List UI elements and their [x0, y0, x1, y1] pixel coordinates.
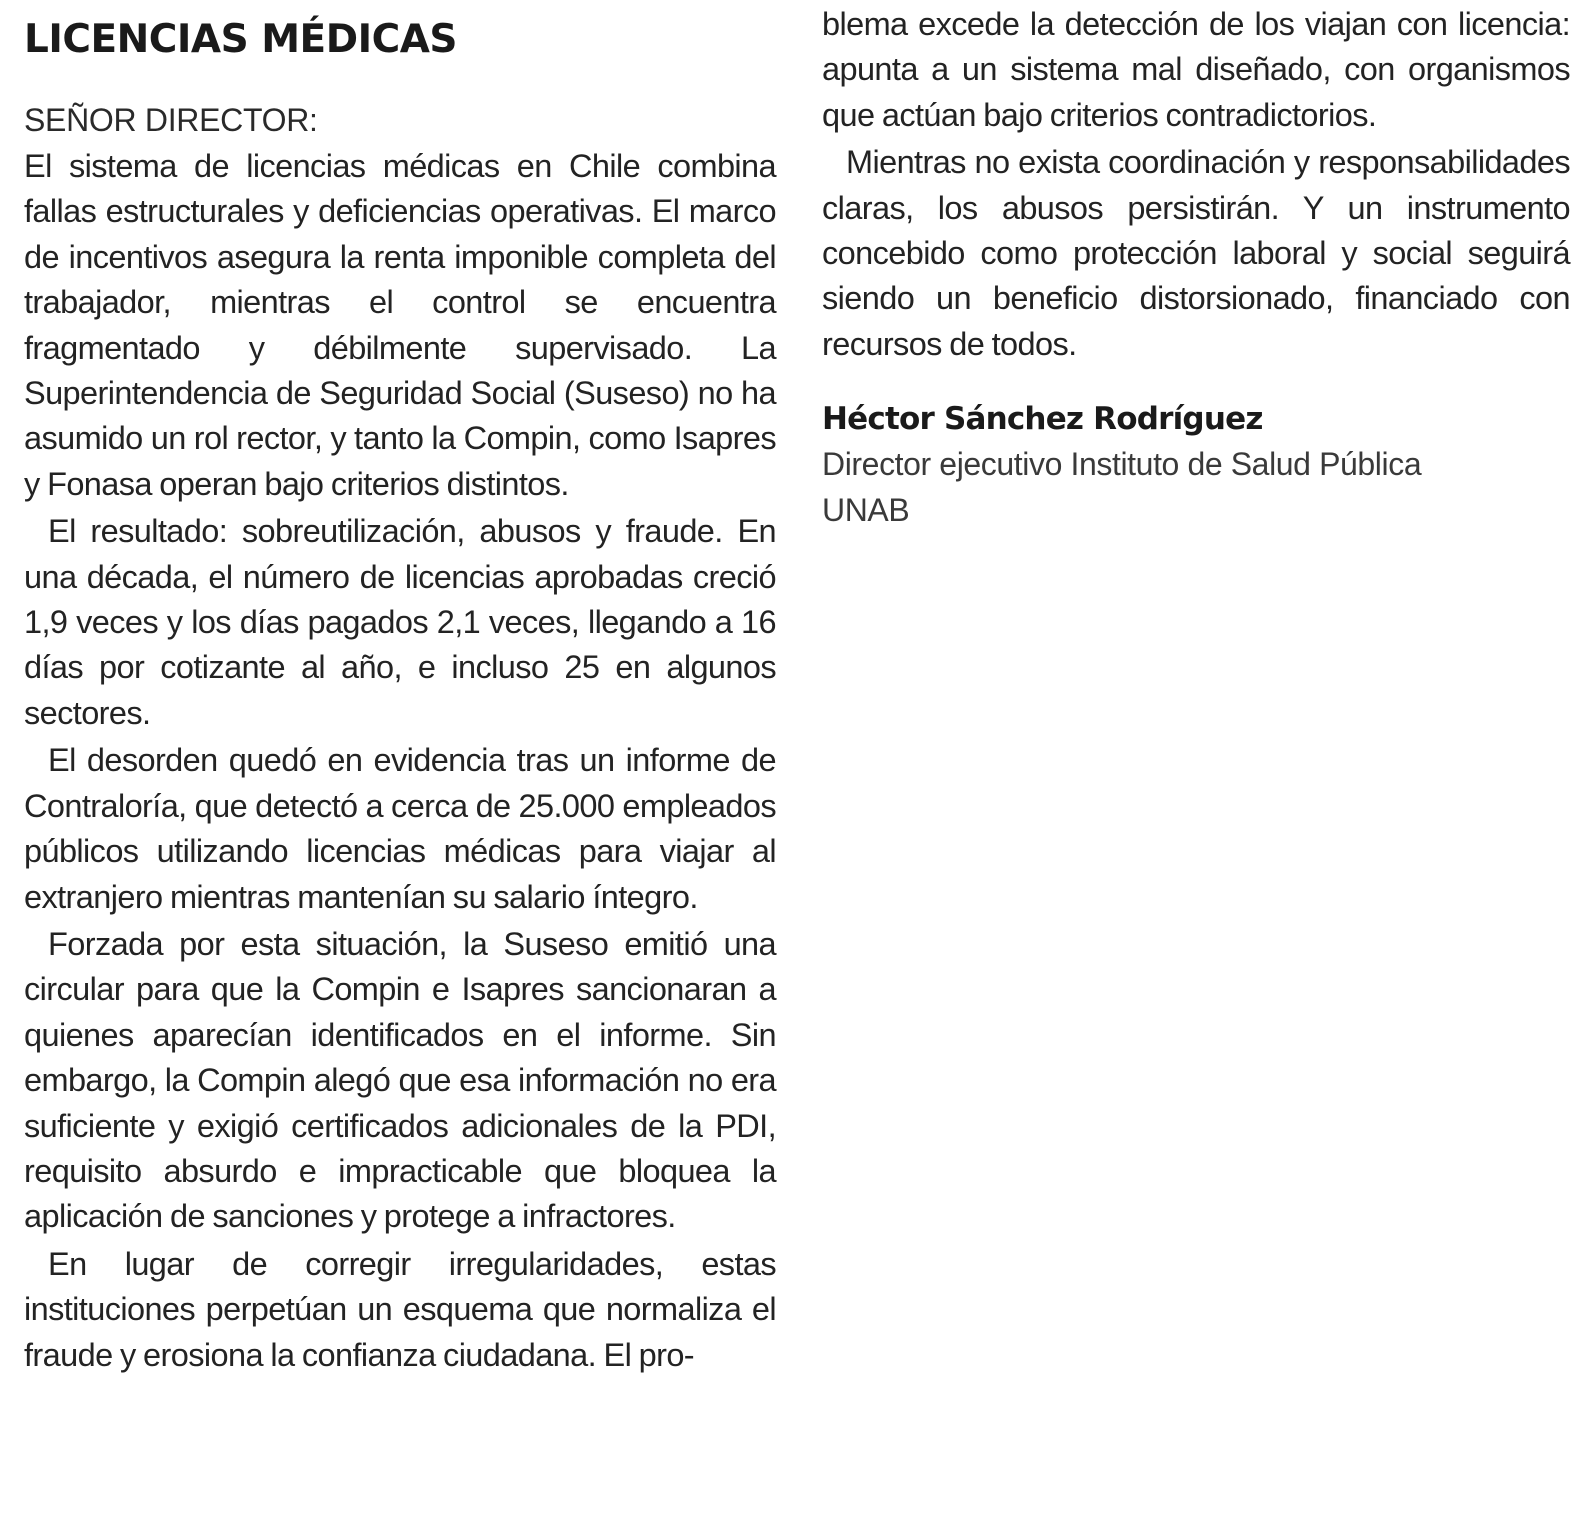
paragraph-6: Mientras no exista coordinación y responsabilidades claras, los abusos persistirán. Y un instrumento concebido como protección laboral y social seguirá siendo un beneficio distorsionado, financiado con recursos de todos.: [822, 144, 1570, 362]
headline: LICENCIAS MÉDICAS: [24, 17, 457, 62]
author-institution: UNAB: [822, 492, 910, 529]
left-column: [24, 0, 776, 1380]
right-column: [822, 0, 1570, 533]
paragraph-5-end: blema excede la detección de los viajan con licencia: apunta a un sistema mal diseñado, con organismos que actúan bajo criterios contradictorios.: [822, 6, 1570, 133]
salutation: SEÑOR DIRECTOR:: [24, 102, 318, 138]
paragraph-2: El resultado: sobreutilización, abusos y fraude. En una década, el número de licencias aprobadas creció 1,9 veces y los días pagados 2,1 veces, llegando a 16 días por cotizante al año, e incluso 25 en algunos sectores.: [24, 513, 776, 731]
paragraph-4: Forzada por esta situación, la Suseso emitió una circular para que la Compin e Isapres sancionaran a quienes aparecían identificados en el informe. Sin embargo, la Compin alegó que esa información no era suficiente y exigió certificados adicionales de la PDI, requisito absurdo e impracticable que bloquea la aplicación de sanciones y protege a infractores.: [24, 925, 776, 1235]
paragraph-3: El desorden quedó en evidencia tras un informe de Contraloría, que detectó a cerca de 25.000 empleados públicos utilizando licencias médicas para viajar al extranjero mientras mantenían su salario íntegro.: [24, 742, 776, 915]
paragraph-5-start: En lugar de corregir irregularidades, estas instituciones perpetúan un esquema que normaliza el fraude y erosiona la confianza ciudadana. El pro-: [24, 1245, 776, 1373]
paragraph-1: El sistema de licencias médicas en Chile combina fallas estructurales y deficiencias operativas. El marco de incentivos asegura la renta imponible completa del trabajador, mientras el control se encuentra fragmentado y débilmente supervisado. La Superintendencia de Seguridad Social (Suseso) no ha asumido un rol rector, y tanto la Compin, como Isapres y Fonasa operan bajo criterios distintos.: [24, 148, 776, 502]
author-title: Director ejecutivo Instituto de Salud Pública: [822, 446, 1422, 483]
author-name: Héctor Sánchez Rodríguez: [822, 401, 1263, 438]
